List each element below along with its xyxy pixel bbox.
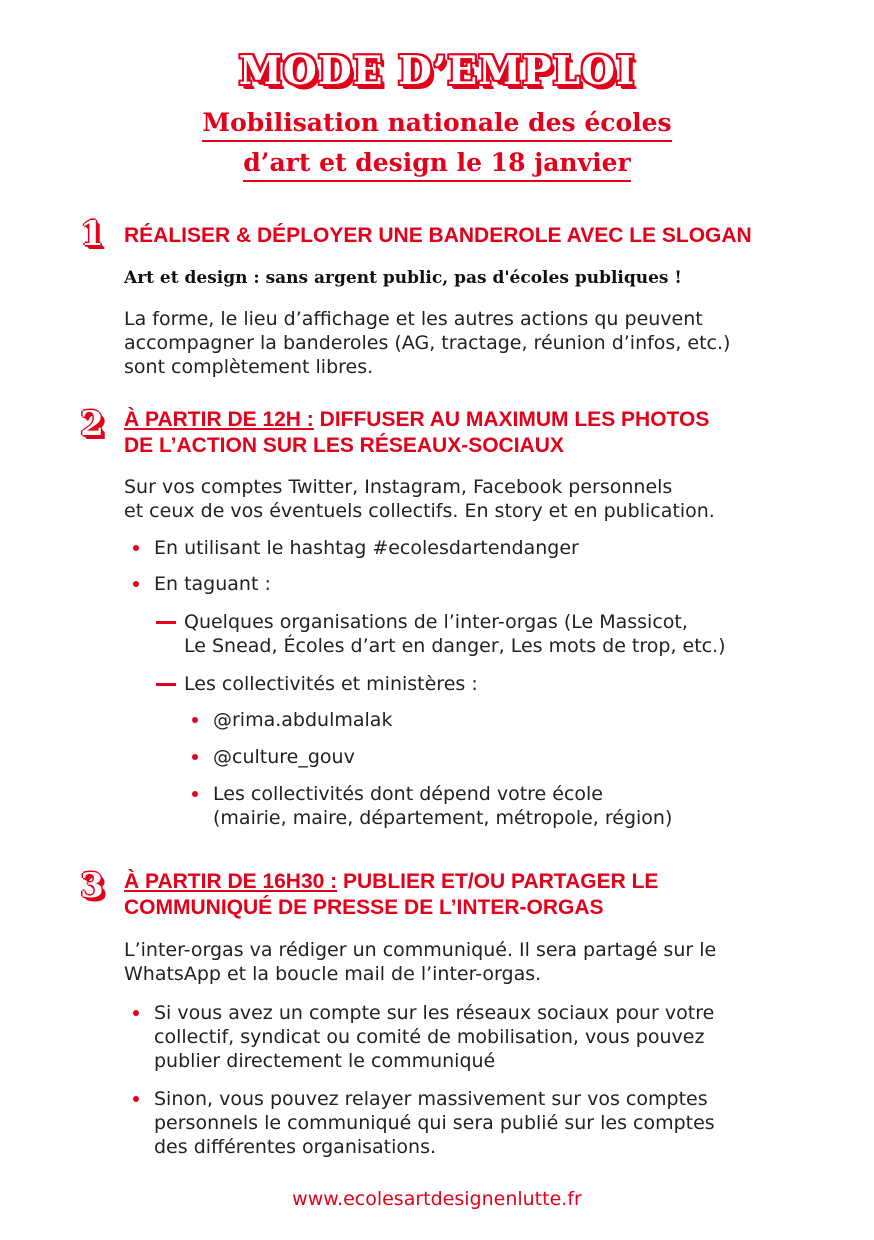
text-line: des différentes organisations. (154, 1136, 437, 1158)
page-title: MODE D’EMPLOI (238, 48, 636, 94)
section-2-number: 2 (80, 404, 104, 444)
bullet-dot (133, 581, 139, 587)
list-item (154, 1001, 804, 1073)
section-2-intro (124, 475, 804, 523)
subtitle-text-1: Mobilisation nationale des écoles (202, 108, 671, 142)
footer-url[interactable]: www.ecolesartdesignenlutte.fr (292, 1188, 582, 1210)
subtitle-text-2: d’art et design le 18 janvier (243, 148, 630, 182)
list-item (154, 536, 804, 560)
heading-line: COMMUNIQUÉ DE PRESSE DE L’INTER-ORGAS (124, 896, 604, 919)
sub-list-item (213, 708, 803, 732)
text-line: sont complètement libres. (124, 356, 374, 378)
text-line: L’inter-orgas va rédiger un communiqué. Il sera partagé sur le (124, 939, 717, 961)
list-item (154, 572, 804, 596)
heading-rest: PUBLIER ET/OU PARTAGER LE (337, 870, 659, 893)
dash-marker (156, 621, 176, 624)
section-3-intro (124, 938, 804, 986)
bullet-dot (192, 717, 198, 723)
section-3-number: 3 (80, 866, 104, 906)
text-line: @culture_gouv (213, 746, 355, 768)
text-line: Les collectivités dont dépend votre école (213, 783, 604, 805)
list-item-text: En utilisant le hashtag #ecolesdartendanger (154, 537, 579, 559)
list-item-text: En taguant : (154, 573, 271, 595)
heading-line (124, 407, 804, 433)
text-line: Les collectivités et ministères : (184, 673, 478, 695)
section-1-number: 1 (80, 214, 104, 254)
dash-item (184, 610, 804, 658)
heading-rest: DIFFUSER AU MAXIMUM LES PHOTOS (313, 408, 710, 431)
sub-list-item (213, 782, 803, 830)
text-line: accompagner la banderoles (AG, tractage, réunion d’infos, etc.) (124, 332, 731, 354)
heading-time: À PARTIR DE 16H30 : (124, 870, 338, 893)
text-line: Le Snead, Écoles d’art en danger, Les mots de trop, etc.) (184, 635, 726, 657)
text-line: Quelques organisations de l’inter-orgas (Le Massicot, (184, 611, 688, 633)
heading-line: DE L’ACTION SUR LES RÉSEAUX-SOCIAUX (124, 434, 564, 457)
text-line: Si vous avez un compte sur les réseaux sociaux pour votre (154, 1002, 715, 1024)
subtitle-line-2 (0, 148, 874, 182)
section-1-text (124, 307, 804, 379)
text-line: et ceux de vos éventuels collectifs. En story et en publication. (124, 500, 715, 522)
bullet-dot (133, 1096, 139, 1102)
bullet-dot (133, 1010, 139, 1016)
text-line: publier directement le communiqué (154, 1050, 496, 1072)
dash-marker (156, 683, 176, 686)
text-line: (mairie, maire, département, métropole, région) (213, 807, 673, 829)
section-1-heading: RÉALISER & DÉPLOYER UNE BANDEROLE AVEC LE SLOGAN (124, 224, 752, 247)
bullet-dot (133, 545, 139, 551)
list-item (154, 1087, 804, 1159)
section-2-heading (124, 407, 804, 459)
text-line: WhatsApp et la boucle mail de l’inter-orgas. (124, 963, 542, 985)
text-line: @rima.abdulmalak (213, 709, 393, 731)
section-1-slogan: Art et design : sans argent public, pas d'écoles publiques ! (124, 268, 682, 288)
text-line: personnels le communiqué qui sera publié sur les comptes (154, 1112, 715, 1134)
dash-item (184, 672, 804, 696)
text-line: Sinon, vous pouvez relayer massivement sur vos comptes (154, 1088, 708, 1110)
bullet-dot (192, 754, 198, 760)
text-line: La forme, le lieu d’affichage et les autres actions qu peuvent (124, 308, 703, 330)
subtitle-line-1 (0, 108, 874, 142)
heading-line (124, 869, 804, 895)
section-3-heading (124, 869, 804, 921)
heading-time: À PARTIR DE 12H : (124, 408, 314, 431)
text-line: collectif, syndicat ou comité de mobilisation, vous pouvez (154, 1026, 705, 1048)
sub-list-item (213, 745, 803, 769)
text-line: Sur vos comptes Twitter, Instagram, Facebook personnels (124, 476, 673, 498)
bullet-dot (192, 791, 198, 797)
